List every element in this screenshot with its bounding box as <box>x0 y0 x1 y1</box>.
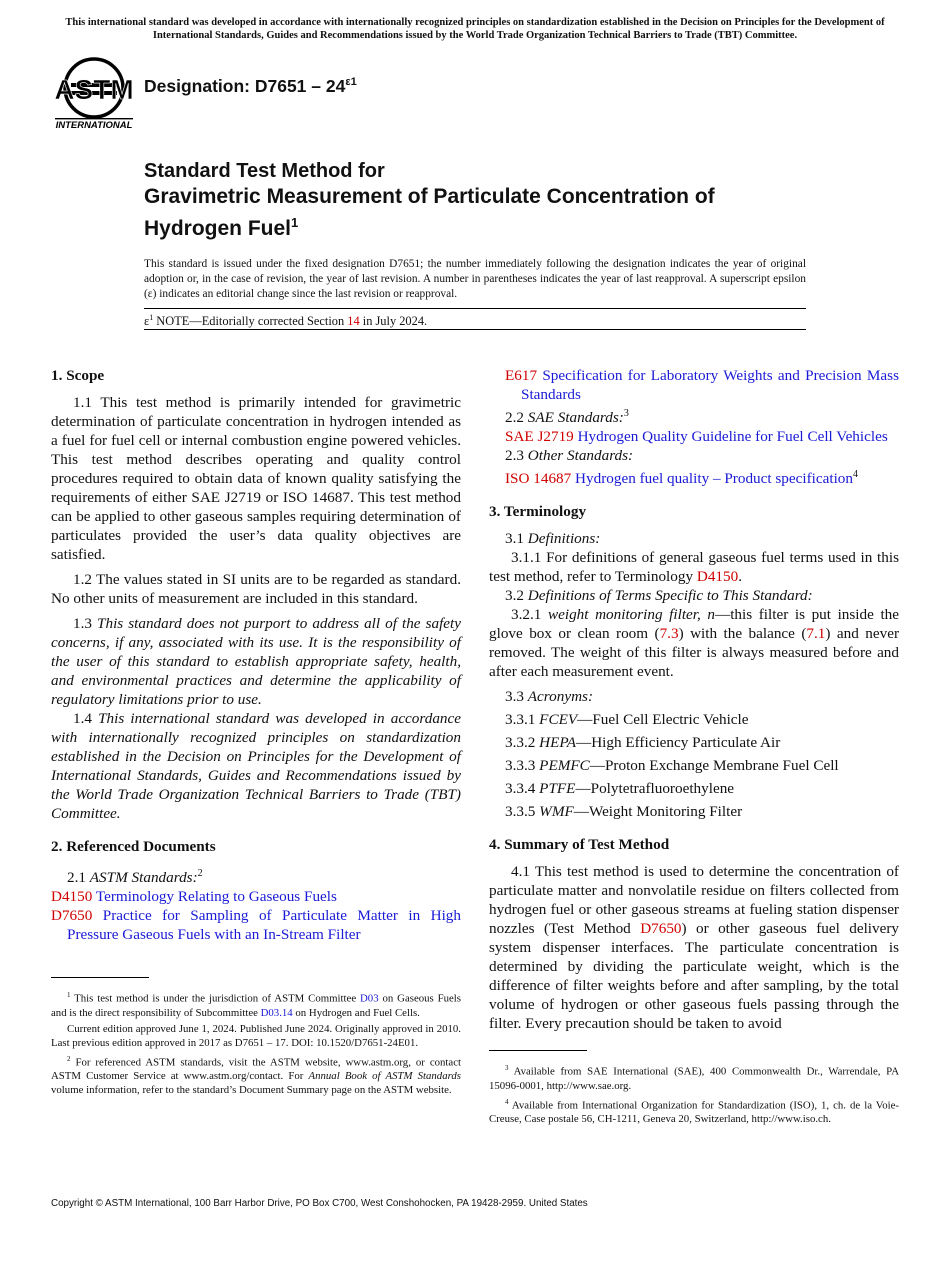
acronym-item: 3.3.1 FCEV—Fuel Cell Electric Vehicle <box>505 711 749 729</box>
epsilon-note: $\varepsilon^1$ NOTE—Editorially corrected Section 14 in July 2024. <box>144 313 428 329</box>
acronym-item: 3.3.5 WMF—Weight Monitoring Filter <box>505 803 743 821</box>
footnote-4: $^4$ Available from International Organization for Standardization (ISO), 1, ch. de la Voie-Creuse, Case postale 56, CH-1211, Geneva 20, Switzerland, http://www.iso.ch. <box>489 1097 899 1126</box>
ref-d7650[interactable]: D7650 Practice for Sampling of Particulate Matter in High Pressure Gaseous Fuels with an In-Stream Filter <box>51 907 461 944</box>
acronyms-label: 3.3 Acronyms: <box>505 688 594 706</box>
d7650-link[interactable]: D7650 <box>640 920 682 938</box>
summary-4-1: 4.1 This test method is used to determine the concentration of particulate matter and nonvolatile residue on filters collected from hydrogen fuel or other gaseous streams at fueling station dispenser nozzles (Test Method D7650) or other gaseous fuel delivery system dispenser interfaces. The particulate concentration is determined by dividing the particulate weight, which is the difference of filter weights before and after sampling, by the total volume of hydrogen or other gaseous fuels passing through the filter. Every precaution should be taken to avoid <box>489 863 899 1033</box>
scope-1-3: 1.3 This standard does not purport to address all of the safety concerns, if any, associated with its use. It is the responsibility of the user of this standard to establish appropriate safety, health, and environmental practices and determine the applicability of regulatory limitations prior to use. <box>51 615 462 708</box>
scope-1-1: 1.1 This test method is primarily intended for gravimetric determination of particulate concentration in hydrogen intended as a fuel for fuel cell or internal combustion engine powered vehicles. This test method describes operating and quality control procedures required to obtain data of known quality satisfying the requirements of either SAE J2719 or ISO 14687. This test method can be applied to other gaseous samples requiring determination of particulates provided the user’s data quality objectives are satisfied. <box>51 394 461 563</box>
epsilon-divider <box>144 329 806 330</box>
intro-divider <box>144 308 806 309</box>
designation-label: Designation: D7651 <box>144 76 307 96</box>
footnote-divider-right <box>489 1050 587 1051</box>
specific-defs-label: 3.2 Definitions of Terms Specific to This Standard: <box>505 587 813 605</box>
term-3-1-1: 3.1.1 For definitions of general gaseous fuel terms used in this test method, refer to Terminology D4150. <box>489 549 899 586</box>
footnotes-right <box>489 1061 899 1128</box>
definitions-label: 3.1 Definitions: <box>505 530 601 548</box>
acronym-item: 3.3.4 PTFE—Polytetrafluoroethylene <box>505 780 735 798</box>
right-column <box>489 366 899 1039</box>
ref-sae-j2719[interactable]: SAE J2719 Hydrogen Quality Guideline for Fuel Cell Vehicles <box>505 428 888 446</box>
designation <box>144 76 357 97</box>
designation-sep: – 24 <box>306 76 346 96</box>
intro-paragraph: This standard is issued under the fixed designation D7651; the number immediately following the designation indicates the year of original adoption or, in the case of revision, the year of last revision. A number in parentheses indicates the year of last reapproval. A superscript epsilon (ε) indicates an editorial change since the last revision or reapproval. <box>144 258 806 300</box>
acronym-item: 3.3.2 HEPA—High Efficiency Particulate Air <box>505 734 781 752</box>
d4150-link[interactable]: D4150 <box>696 568 739 586</box>
acronym-item: 3.3.3 PEMFC—Proton Exchange Membrane Fuel Cell <box>505 757 839 775</box>
logo-subtext: INTERNATIONAL <box>55 120 133 131</box>
title-footnote-mark: 1 <box>291 215 299 230</box>
terminology-heading: 3. Terminology <box>489 503 587 521</box>
footnote-divider-left <box>51 977 149 978</box>
left-column <box>51 366 461 944</box>
section-14-link[interactable]: 14 <box>347 314 360 329</box>
page-title <box>144 158 844 242</box>
footnotes-left <box>51 988 461 1099</box>
title-line-3: Hydrogen Fuel$^1$ <box>144 215 299 240</box>
header-notice: This international standard was developed in accordance with internationally recognized principles on standardization established in the Decision on Principles for the Development of International Standards, Guides and Recommendations issued by the World Trade Organization Technical Barriers to Trade (TBT) Committee. <box>65 17 885 41</box>
astm-logo <box>52 56 136 132</box>
other-standards-label: 2.3 Other Standards: <box>505 447 634 465</box>
term-3-2-1: 3.2.1 weight monitoring filter, n—this filter is put inside the glove box or clean room (7.3) with the balance (7.1) and never removed. The weight of this filter is always measured before and after each measurement event. <box>489 606 900 681</box>
astm-standards-label: 2.1 ASTM Standards:$^2$ <box>67 868 203 887</box>
summary-heading: 4. Summary of Test Method <box>489 836 670 854</box>
title-line-1: Standard Test Method for <box>144 160 385 182</box>
sae-standards-label: 2.2 SAE Standards:$^3$ <box>505 408 629 427</box>
scope-1-2: 1.2 The values stated in SI units are to be regarded as standard. No other units of measurement are included in this standard. <box>51 571 461 607</box>
astm-logo-icon <box>52 56 136 132</box>
referenced-heading: 2. Referenced Documents <box>51 838 216 855</box>
d03-link[interactable]: D03 <box>360 992 379 1005</box>
section-7-1-link[interactable]: 7.1 <box>806 625 826 643</box>
ref-iso-14687[interactable]: ISO 14687 Hydrogen fuel quality – Product specification$^4$ <box>505 469 858 488</box>
copyright: Copyright © ASTM International, 100 Barr Harbor Drive, PO Box C700, West Conshohocken, PA 19428-2959. United States <box>51 1198 588 1209</box>
footnote-2: $^2$ For referenced ASTM standards, visit the ASTM website, www.astm.org, or contact ASTM Customer Service at www.astm.org/contact. For Annual Book of ASTM Standards volume information, refer to the standard’s Document Summary page on the ASTM website. <box>51 1054 461 1097</box>
logo-text: ASTM <box>54 74 134 105</box>
title-line-2: Gravimetric Measurement of Particulate Concentration of <box>144 185 715 208</box>
footnote-3: $^3$ Available from SAE International (SAE), 400 Commonwealth Dr., Warrendale, PA 15096-0001, http://www.sae.org. <box>489 1064 899 1092</box>
designation-sup: ε1 <box>345 76 357 89</box>
d03-14-link[interactable]: D03.14 <box>260 1006 293 1019</box>
scope-heading: 1. Scope <box>51 367 105 384</box>
footnote-1: $^1$ This test method is under the jurisdiction of ASTM Committee D03 on Gaseous Fuels and is the direct responsibility of Subcommittee D03.14 on Hydrogen and Fuel Cells. <box>51 991 461 1019</box>
scope-1-4: 1.4 This international standard was developed in accordance with internationally recognized principles on standardization established in the Decision on Principles for the Development of International Standards, Guides and Recommendations issued by the World Trade Organization Technical Barriers to Trade (TBT) Committee. <box>51 710 462 822</box>
ref-d4150[interactable]: D4150 Terminology Relating to Gaseous Fuels <box>51 888 337 906</box>
section-7-3-link[interactable]: 7.3 <box>659 625 679 643</box>
footnote-1-edition: Current edition approved June 1, 2024. Published June 2024. Originally approved in 2010. Last previous edition approved in 2017 as D7651 – 17. DOI: 10.1520/D7651-24E01. <box>51 1022 461 1049</box>
ref-e617[interactable]: E617 Specification for Laboratory Weights and Precision Mass Standards <box>505 367 899 403</box>
